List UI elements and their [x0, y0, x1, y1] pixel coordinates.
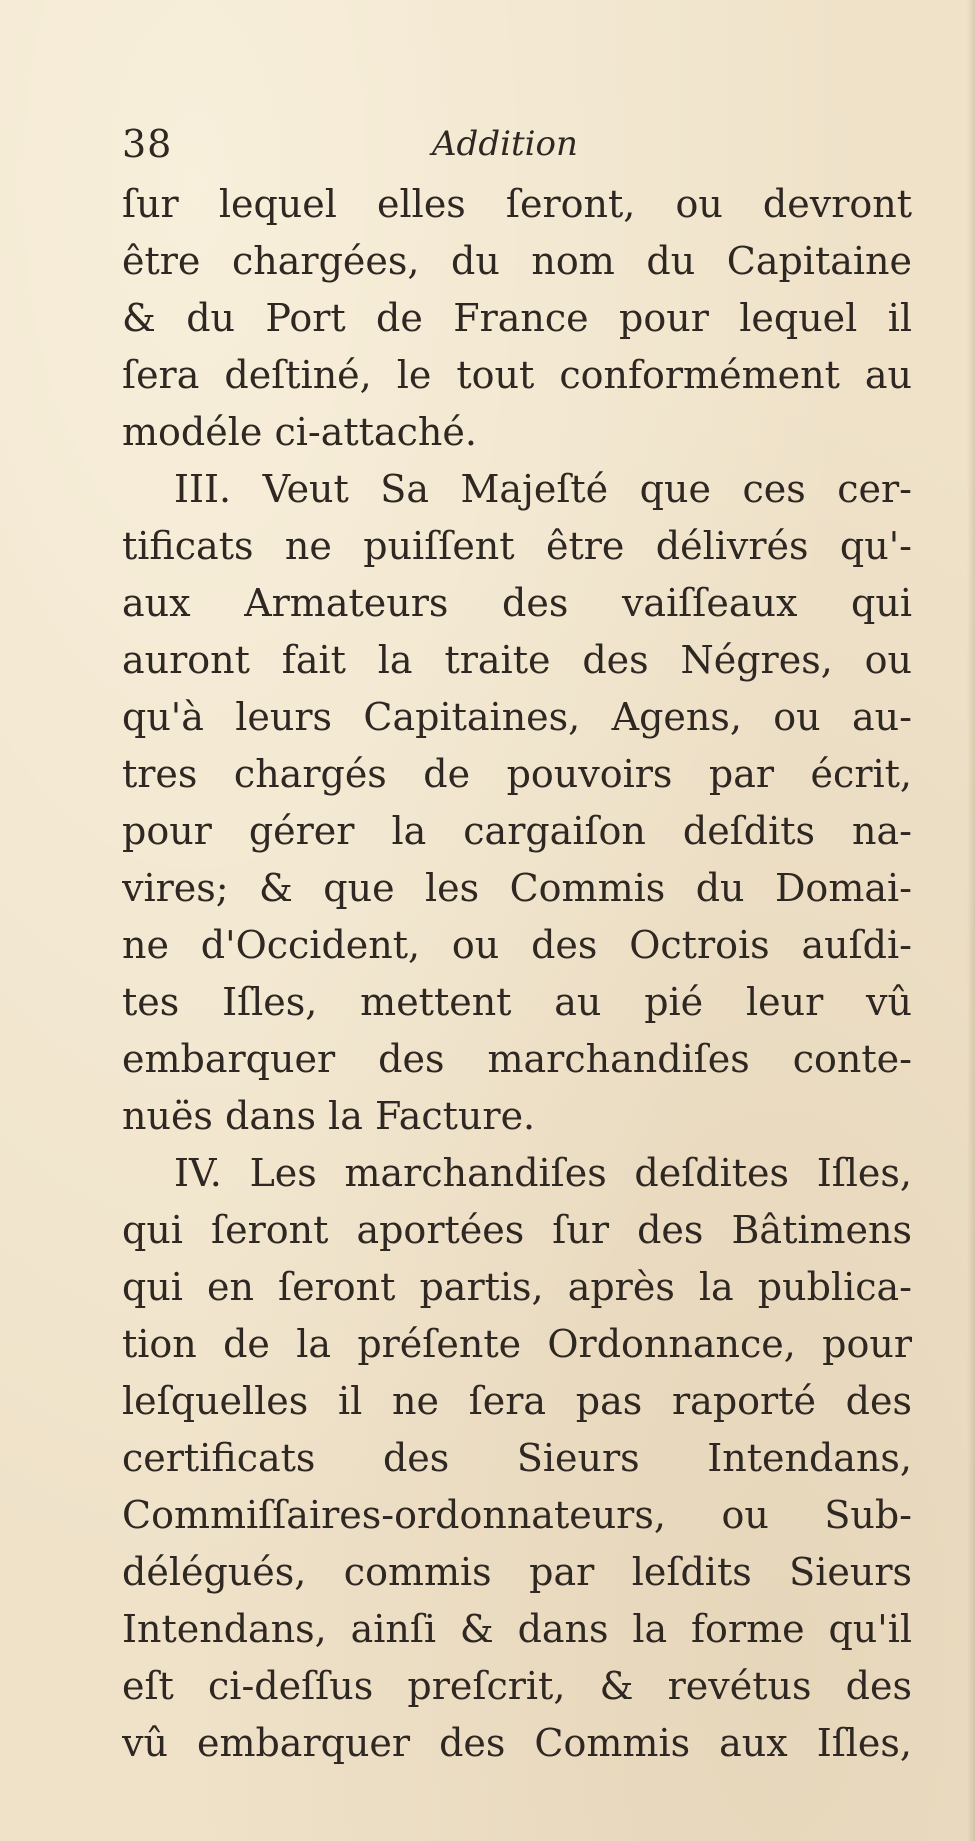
text-line: ſur lequel elles ſeront, ou devront [122, 182, 912, 226]
text-line: aux Armateurs des vaiſſeaux qui [122, 581, 912, 625]
text-line: vires; & que les Commis du Domai- [122, 866, 912, 910]
text-line: nuës dans la Facture. [122, 1094, 536, 1138]
text-line: Intendans, ainſi & dans la forme qu'il [122, 1607, 912, 1651]
text-line: tes Iſles, mettent au pié leur vû [122, 980, 912, 1024]
text-line: eſt ci-deſſus preſcrit, & revétus des [122, 1664, 912, 1708]
page-edge-shadow [967, 0, 975, 1841]
text-line: tres chargés de pouvoirs par écrit, [122, 752, 912, 796]
text-line: qui ſeront aportées ſur des Bâtimens [122, 1208, 912, 1252]
running-head [122, 122, 902, 178]
text-line: vû embarquer des Commis aux Iſles, [122, 1721, 912, 1765]
text-line: Commiſſaires-ordonnateurs, ou Sub- [122, 1493, 912, 1537]
text-line: certificats des Sieurs Intendans, [122, 1436, 912, 1480]
text-line: tion de la préſente Ordonnance, pour [122, 1322, 912, 1366]
text-line: qui en ſeront partis, après la publica- [122, 1265, 912, 1309]
text-line: ſera deſtiné, le tout conformément au [122, 353, 912, 397]
article-4-heading-line: IV. Les marchandiſes deſdites Iſles, [174, 1151, 912, 1195]
text-line: délégués, commis par leſdits Sieurs [122, 1550, 912, 1594]
text-line: être chargées, du nom du Capitaine [122, 239, 912, 283]
text-line: ne d'Occident, ou des Octrois auſdi- [122, 923, 912, 967]
text-line: & du Port de France pour lequel il [122, 296, 912, 340]
article-3-heading-line: III. Veut Sa Majeſté que ces cer- [174, 467, 912, 511]
running-title: Addition [432, 124, 578, 164]
text-line: embarquer des marchandiſes conte- [122, 1037, 912, 1081]
text-line: tificats ne puiſſent être délivrés qu'- [122, 524, 912, 568]
text-line: auront fait la traite des Négres, ou [122, 638, 912, 682]
page-number: 38 [122, 122, 173, 166]
text-line: qu'à leurs Capitaines, Agens, ou au- [122, 695, 912, 739]
text-line: pour gérer la cargaiſon deſdits na- [122, 809, 912, 853]
body-text [122, 176, 912, 1772]
text-line: modéle ci-attaché. [122, 410, 477, 454]
text-line: leſquelles il ne ſera pas raporté des [122, 1379, 912, 1423]
